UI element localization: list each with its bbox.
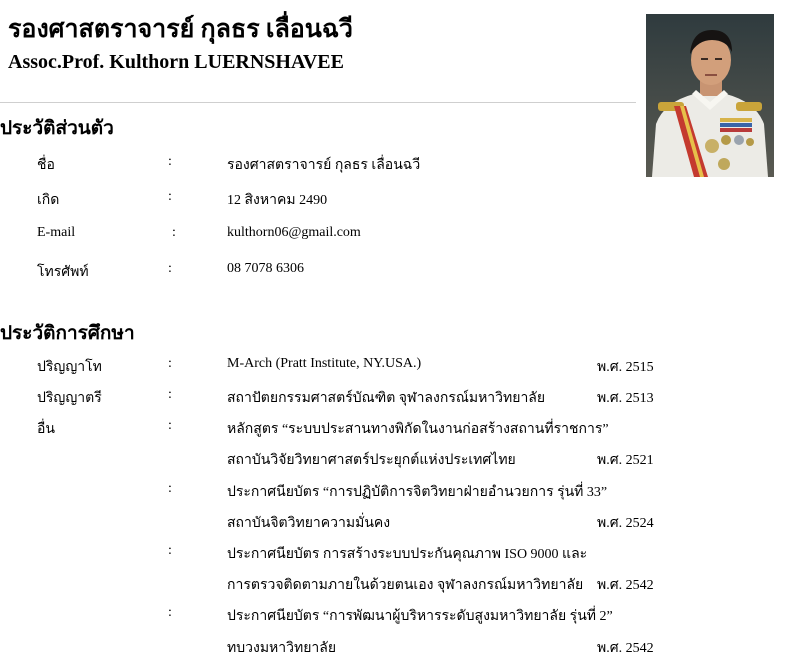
edu-label-other: อื่น xyxy=(37,422,55,437)
page-title-thai: รองศาสตราจารย์ กุลธร เลื่อนฉวี xyxy=(8,16,353,43)
edu-year: พ.ศ. 2521 xyxy=(597,453,654,468)
section-heading-personal: ประวัติส่วนตัว xyxy=(0,118,114,139)
colon: : xyxy=(168,356,172,371)
colon: : xyxy=(172,225,176,240)
personal-value-born: 12 สิงหาคม 2490 xyxy=(227,193,328,208)
personal-label-phone: โทรศัพท์ xyxy=(37,265,89,280)
edu-text: สถาบันวิจัยวิทยาศาสตร์ประยุกต์แห่งประเทศไทย xyxy=(227,453,516,468)
edu-text: ประกาศนียบัตร การสร้างระบบประกันคุณภาพ ISO 9000 และ xyxy=(227,547,588,562)
personal-value-name: รองศาสตราจารย์ กุลธร เลื่อนฉวี xyxy=(227,158,421,173)
page-title-english: Assoc.Prof. Kulthorn LUERNSHAVEE xyxy=(8,51,344,73)
colon: : xyxy=(168,481,172,496)
personal-label-email: E-mail xyxy=(37,225,76,240)
edu-text: หลักสูตร “ระบบประสานทางพิกัดในงานก่อสร้างสถานที่ราชการ” xyxy=(227,422,609,437)
colon: : xyxy=(168,543,172,558)
edu-text: สถาปัตยกรรมศาสตร์บัณฑิต จุฬาลงกรณ์มหาวิทยาลัย xyxy=(227,391,546,406)
edu-year: พ.ศ. 2513 xyxy=(597,391,654,406)
edu-year: พ.ศ. 2524 xyxy=(597,516,654,531)
header-divider xyxy=(0,102,636,103)
colon: : xyxy=(168,261,172,276)
edu-label-bachelors: ปริญญาตรี xyxy=(37,391,102,406)
colon: : xyxy=(168,387,172,402)
portrait-photo xyxy=(646,14,774,177)
portrait-illustration xyxy=(646,14,774,177)
edu-text: สถาบันจิตวิทยาความมั่นคง xyxy=(227,516,391,531)
personal-label-name: ชื่อ xyxy=(37,158,55,173)
colon: : xyxy=(168,189,172,204)
section-heading-education: ประวัติการศึกษา xyxy=(0,323,135,344)
edu-text: ประกาศนียบัตร “การพัฒนาผู้บริหารระดับสูงมหาวิทยาลัย รุ่นที่ 2” xyxy=(227,609,613,624)
colon: : xyxy=(168,605,172,620)
colon: : xyxy=(168,418,172,433)
personal-value-email[interactable]: kulthorn06@gmail.com xyxy=(227,225,361,240)
edu-label-masters: ปริญญาโท xyxy=(37,360,102,375)
edu-year: พ.ศ. 2542 xyxy=(597,578,654,593)
edu-text: M-Arch (Pratt Institute, NY.USA.) xyxy=(227,356,422,371)
colon: : xyxy=(168,154,172,169)
edu-year: พ.ศ. 2542 xyxy=(597,641,654,656)
edu-year: พ.ศ. 2515 xyxy=(597,360,654,375)
edu-text: ทบวงมหาวิทยาลัย xyxy=(227,641,337,656)
personal-label-born: เกิด xyxy=(37,193,60,208)
edu-text: การตรวจติดตามภายในด้วยตนเอง จุฬาลงกรณ์มหาวิทยาลัย xyxy=(227,578,584,593)
edu-text: ประกาศนียบัตร “การปฏิบัติการจิตวิทยาฝ่ายอำนวยการ รุ่นที่ 33” xyxy=(227,485,608,500)
personal-value-phone: 08 7078 6306 xyxy=(227,261,304,276)
